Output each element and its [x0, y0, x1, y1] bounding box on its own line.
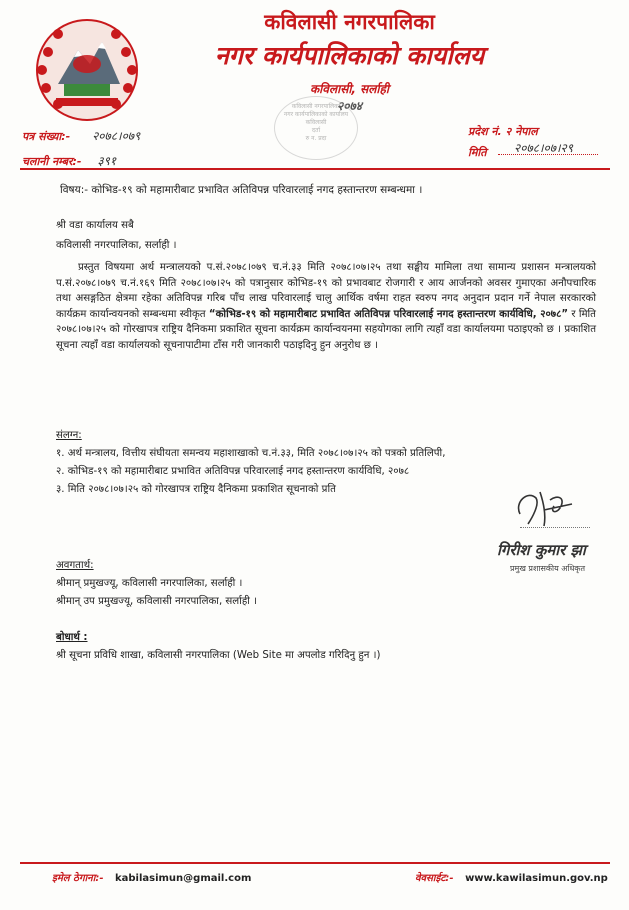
office-location: कविलासी, सर्लाही २०७४: [309, 82, 390, 113]
signatory-name: गिरीश कुमार झा: [497, 541, 586, 559]
footer-website: वेवसाईट:- www.kawilasimun.gov.np: [415, 873, 608, 884]
municipality-name: कविलासी नगरपालिका: [264, 10, 435, 34]
enclosure-item: ३. मिति २०७८।०७।२५ को गोरखापत्र राष्ट्रिय दैनिकमा प्रकाशित सूचनाको प्रति: [56, 484, 336, 495]
cc-info-item: श्रीमान् उप प्रमुखज्यू, कविलासी नगरपालिका, सर्लाही ।: [56, 596, 257, 607]
cc-action-heading: बोधार्थ :: [56, 632, 88, 643]
procedure-title: “कोभिड-१९ को महामारीबाट प्रभावित अतिविपन्न परिवारलाई नगद हस्तान्तरण कार्यविधि, २०७८”: [208, 308, 569, 320]
website-link[interactable]: www.kawilasimun.gov.np: [465, 873, 608, 884]
registration-stamp: कविलासी नगरपालिका नगर कार्यपालिकाको कार्यालय कविलासी दर्ता रु न. प्रदा: [274, 96, 358, 160]
handwritten-signature: [510, 484, 580, 532]
enclosures-heading: संलग्न:: [56, 430, 82, 441]
ref-number: पत्र संख्या:- २०७८।०७९: [22, 129, 141, 143]
footer-email: इमेल ठेगाना:- kabilasimun@gmail.com: [52, 873, 252, 884]
email-link[interactable]: kabilasimun@gmail.com: [114, 873, 252, 884]
header-divider: [20, 168, 610, 170]
enclosure-item: १. अर्थ मन्त्रालय, वित्तीय संघीयता समन्वय महाशाखाको च.नं.३३, मिति २०७८।०७।२५ को पत्रको प्रतिलिपी,: [56, 448, 446, 459]
cc-info-item: श्रीमान् प्रमुखज्यू, कविलासी नगरपालिका, सर्लाही ।: [56, 578, 243, 589]
office-name: नगर कार्यपालिकाको कार्यालय: [214, 41, 485, 70]
enclosure-item: २. कोभिड-१९ को महामारीबाट प्रभावित अतिविपन्न परिवारलाई नगद हस्तान्तरण कार्यविधि, २०७८: [56, 466, 410, 477]
date-field: मिति २०७८।०७।२९: [468, 145, 608, 160]
cc-action-item: श्री सूचना प्रविधि शाखा, कविलासी नगरपालिका (Web Site मा अपलोड गरिदिनु हुन ।): [56, 650, 381, 661]
signature-line: [520, 527, 590, 528]
province-label: प्रदेश नं. २ नेपाल: [468, 125, 538, 138]
recipient-line-1: श्री वडा कार्यालय सबै: [56, 220, 134, 231]
recipient-line-2: कविलासी नगरपालिका, सर्लाही ।: [56, 240, 177, 251]
signatory-title: प्रमुख प्रशासकीय अधिकृत: [510, 564, 586, 573]
subject-line: विषय:- कोभिड-१९ को महामारीबाट प्रभावित अतिविपन्न परिवारलाई नगद हस्तान्तरण सम्बन्धमा ।: [60, 184, 423, 196]
body-paragraph: प्रस्तुत विषयमा अर्थ मन्त्रालयको प.सं.२०७८।०७९ च.नं.३३ मिति २०७८।०७।२५ तथा सङ्घीय मामिला तथा सामान्य प्रशासन मन्त्रालयको प.सं.२०७८।०७९ च.नं.१६९ मिति २०७८।०७।२५ को पत्रानुसार कोभिड-१९ को प्रभावबाट रोजगारी र आय आर्जनको अवसर गुमाएका अनौपचारिक तथा असङ्गठित क्षेत्रमा रहेका अतिविपन्न गरिब पाँच लाख परिवारलाई चालु आर्थिक वर्षमा राहत स्वरुप नगद अनुदान प्रदान गर्ने नेपाल सरकारको कार्यक्रम कार्यान्वयनको सम्बन्धमा स्वीकृत “कोभिड-१९ को महामारीबाट प्रभावित अतिविपन्न परिवारलाई नगद हस्तान्तरण कार्यविधि, २०७८” र मिति २०७८।०७।२५ को गोरखापत्र राष्ट्रिय दैनिकमा प्रकाशित सूचना कार्यक्रम कार्यान्वयनमा सहयोगका लागि त्यहाँ वडा कार्यालयमा पठाइएको छ । प्रकाशित सूचना त्यहाँ वडा कार्यालयको सूचनापाटीमा टाँस गरी जानकारी पठाइदिनु हुन अनुरोध छ ।: [56, 262, 596, 351]
cc-info-heading: अवगतार्थ:: [56, 560, 94, 571]
dispatch-number: चलानी नम्बर:- ३९१: [22, 154, 117, 168]
footer-divider: [20, 862, 610, 864]
